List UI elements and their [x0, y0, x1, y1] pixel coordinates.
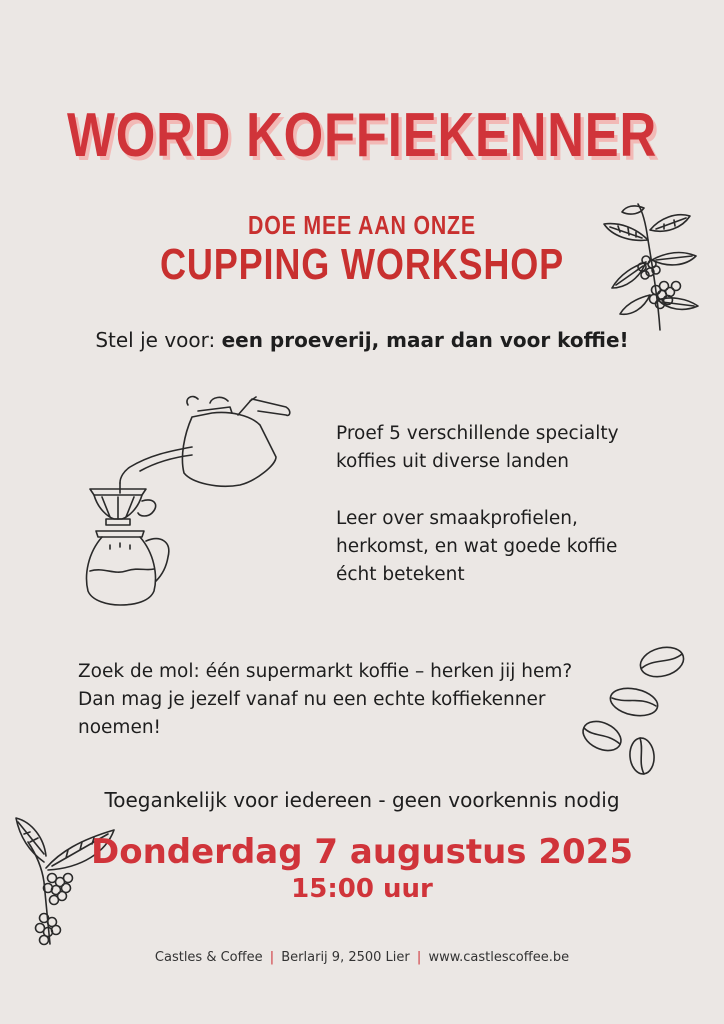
- learning-line-1: Leer over smaakprofielen,: [336, 508, 578, 529]
- footer-venue: Castles & Coffee: [154, 950, 263, 965]
- tasting-line-1: Proef 5 verschillende specialty: [336, 423, 619, 444]
- learning-paragraph: [336, 505, 696, 589]
- intro-bold: een proeverij, maar dan voor koffie!: [221, 328, 629, 352]
- tasting-line-2: koffies uit diverse landen: [336, 451, 569, 472]
- mole-line-1: Zoek de mol: één supermarkt koffie – herken jij hem?: [78, 661, 573, 682]
- learning-line-2: herkomst, en wat goede koffie: [336, 536, 618, 557]
- footer-website-link[interactable]: www.castlescoffee.be: [428, 950, 570, 965]
- pour-over-kettle-icon: [80, 385, 300, 610]
- intro-line: [0, 328, 724, 352]
- event-time: 15:00 uur: [291, 874, 433, 904]
- mole-line-2: Dan mag je jezelf vanaf nu een echte koffiekenner: [78, 689, 546, 710]
- footer-separator: |: [416, 950, 422, 965]
- headline: WORD KOFFIEKENNER: [66, 101, 658, 170]
- subtitle-small: DOE MEE AAN ONZE: [248, 210, 476, 240]
- footer-separator: |: [269, 950, 275, 965]
- coffee-branch-icon: [598, 200, 708, 335]
- accessibility-note: Toegankelijk voor iedereen - geen voorkennis nodig: [104, 788, 620, 812]
- footer-address: Berlarij 9, 2500 Lier: [281, 950, 410, 965]
- mole-paragraph: [78, 658, 658, 742]
- footer: [0, 950, 724, 965]
- intro-lead: Stel je voor:: [95, 328, 222, 352]
- tasting-paragraph: [336, 420, 696, 476]
- mole-line-3: noemen!: [78, 717, 161, 738]
- coffee-beans-icon: [578, 640, 698, 780]
- learning-line-3: écht betekent: [336, 564, 465, 585]
- event-date: Donderdag 7 augustus 2025: [91, 832, 633, 872]
- subtitle-large: CUPPING WORKSHOP: [159, 240, 565, 289]
